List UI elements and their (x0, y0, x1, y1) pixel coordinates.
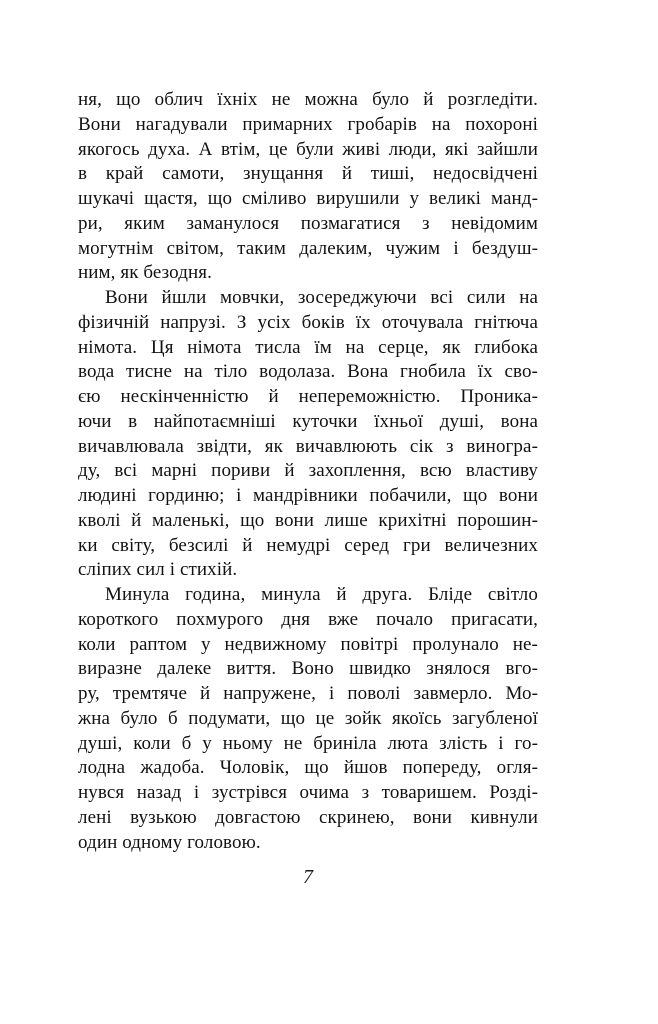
text-line: шукачі щастя, що сміливо вирушили у великі манд- (78, 188, 538, 209)
text-line: могутнім світом, таким далеким, чужим і бездуш- (78, 237, 538, 259)
text-line: німота. Ця німота тисла їм на серце, як глибока (78, 336, 538, 358)
text-line: сліпих сил і стихій. (78, 559, 238, 581)
text-line: Минула година, минула й друга. Бліде світло (105, 584, 538, 605)
text-line: нувся назад і зустрівся очима з товаришем. Розді- (78, 782, 538, 803)
text-line: Вони йшли мовчки, зосереджуючи всі сили на (105, 287, 538, 308)
text-line: жна було б подумати, що це зойк якоїсь загубленої (78, 707, 538, 729)
text-line: ки світу, безсилі й немудрі серед гри величезних (78, 534, 538, 556)
text-line: людині гординю; і мандрівники побачили, що вони (78, 485, 538, 506)
text-line: виразне далеке виття. Воно швидко знялося вго- (78, 658, 538, 680)
text-line: короткого похмурого дня вже почало пригасати, (78, 608, 538, 630)
text-line: ним, як безодня. (78, 262, 212, 284)
text-line: один одному головою. (78, 831, 261, 853)
text-line: єю нескінченністю й непереможністю. Проника- (78, 386, 538, 407)
text-line: в край самоти, знущання й тиші, недосвідчені (78, 163, 538, 185)
text-line: ри, яким заманулося позмагатися з невідомим (78, 212, 538, 234)
text-line: ду, всі марні пориви й захоплення, всю властиву (78, 460, 538, 482)
text-line: вода тисне на тіло водолаза. Вона гнобила їх сво- (78, 361, 538, 383)
text-line: коли раптом у недвижному повітрі пролунало не- (78, 633, 538, 655)
paragraph (78, 583, 538, 855)
paragraph (78, 88, 538, 286)
text-line: вичавлювала звідти, як вичавлюють сік з виногра- (78, 435, 538, 457)
text-line: лодна жадоба. Чоловік, що йшов попереду, огля- (78, 757, 538, 779)
paragraph (78, 286, 538, 583)
text-line: лені вузькою довгастою скринею, вони кивнули (78, 806, 538, 828)
text-line: ру, тремтяче й напружене, і поволі завмерло. Мо- (78, 683, 538, 704)
text-block (78, 88, 538, 855)
page-number: 7 (303, 866, 313, 888)
text-line: фізичній напрузі. З усіх боків їх оточувала гнітюча (78, 311, 538, 333)
text-line: якогось духа. А втім, це були живі люди, які зайшли (78, 138, 538, 160)
text-line: ня, що облич їхніх не можна було й розгледіти. (78, 89, 538, 110)
text-line: ючи в найпотаємніші куточки їхньої душі, вона (78, 410, 538, 432)
text-line: Вони нагадували примарних гробарів на похороні (78, 113, 538, 135)
text-line: душі, коли б у ньому не бриніла люта злість і го- (78, 732, 538, 754)
text-line: кволі й маленькі, що вони лише крихітні порошин- (78, 509, 538, 531)
